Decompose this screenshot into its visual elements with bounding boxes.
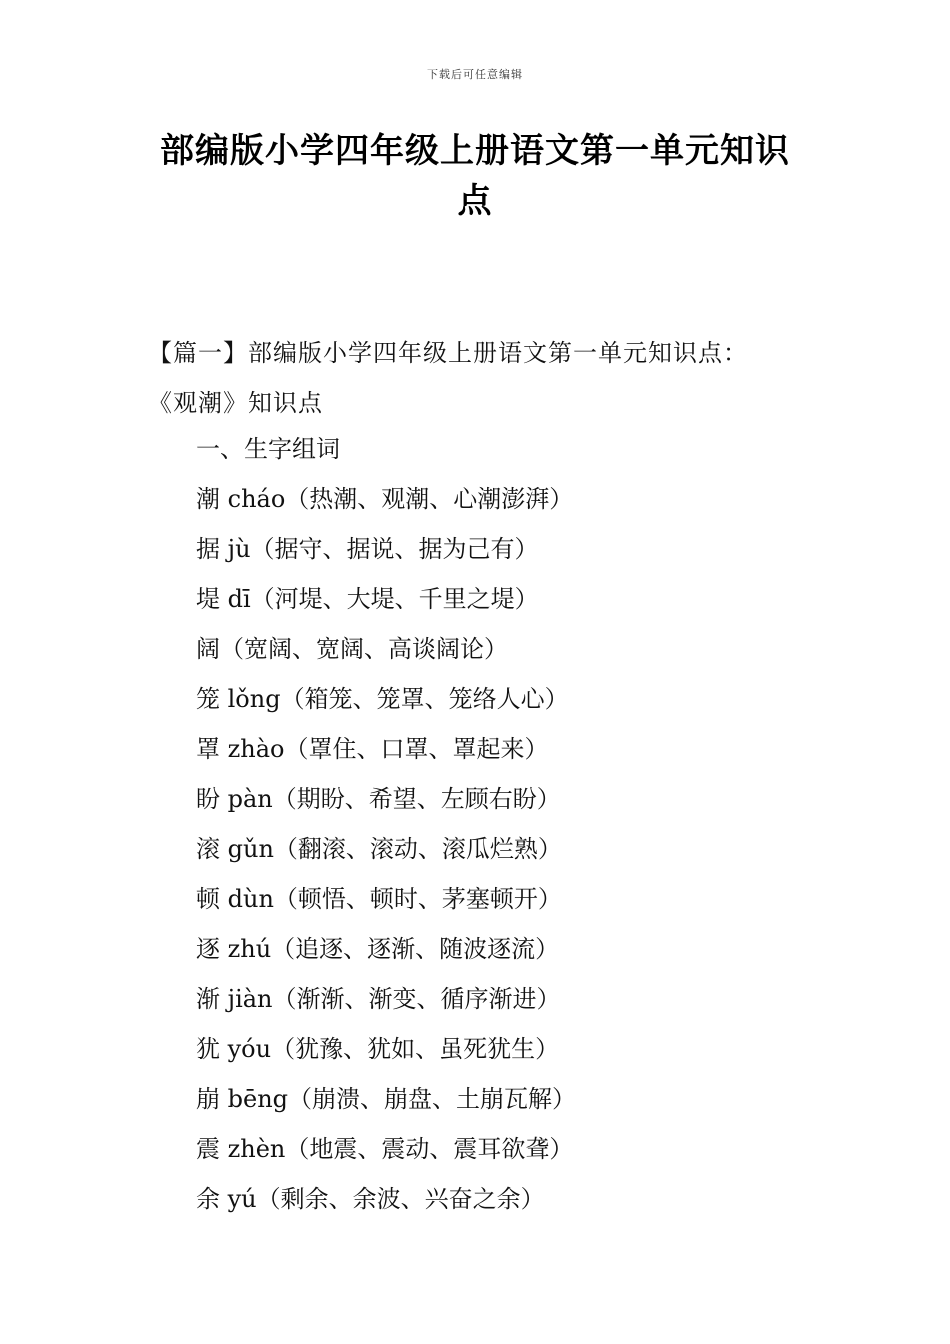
vocab-entry: 笼 lǒng（箱笼、笼罩、笼络人心） xyxy=(196,685,569,713)
section-heading: 一、生字组词 xyxy=(196,435,340,463)
intro-line-2: 《观潮》知识点 xyxy=(148,389,323,417)
vocab-entry: 罩 zhào（罩住、口罩、罩起来） xyxy=(196,735,549,763)
vocab-entry: 余 yú（剩余、余波、兴奋之余） xyxy=(196,1185,545,1213)
vocab-entry: 阔（宽阔、宽阔、高谈阔论） xyxy=(196,635,508,663)
vocab-entry: 盼 pàn（期盼、希望、左顾右盼） xyxy=(196,785,561,813)
document-title: 部编版小学四年级上册语文第一单元知识点 xyxy=(160,131,790,221)
vocab-entry: 犹 yóu（犹豫、犹如、虽死犹生） xyxy=(196,1035,560,1063)
vocabulary-list xyxy=(196,424,816,1224)
vocab-entry: 顿 dùn（顿悟、顿时、茅塞顿开） xyxy=(196,885,562,913)
vocab-entry: 渐 jiàn（渐渐、渐变、循序渐进） xyxy=(196,985,561,1013)
header-note: 下载后可任意编辑 xyxy=(427,68,523,81)
intro-line-1: 【篇一】部编版小学四年级上册语文第一单元知识点： xyxy=(148,339,748,367)
vocab-entry: 逐 zhú（追逐、逐渐、随波逐流） xyxy=(196,935,560,963)
vocab-entry: 崩 bēng（崩溃、崩盘、土崩瓦解） xyxy=(196,1085,577,1113)
vocab-entry: 震 zhèn（地震、震动、震耳欲聋） xyxy=(196,1135,574,1163)
vocab-entry: 堤 dī（河堤、大堤、千里之堤） xyxy=(196,585,539,613)
vocab-entry: 潮 cháo（热潮、观潮、心潮澎湃） xyxy=(196,485,574,513)
intro-paragraph xyxy=(148,328,803,428)
vocab-entry: 据 jù（据守、据说、据为己有） xyxy=(196,535,539,563)
vocab-entry: 滚 gǔn（翻滚、滚动、滚瓜烂熟） xyxy=(196,835,562,863)
